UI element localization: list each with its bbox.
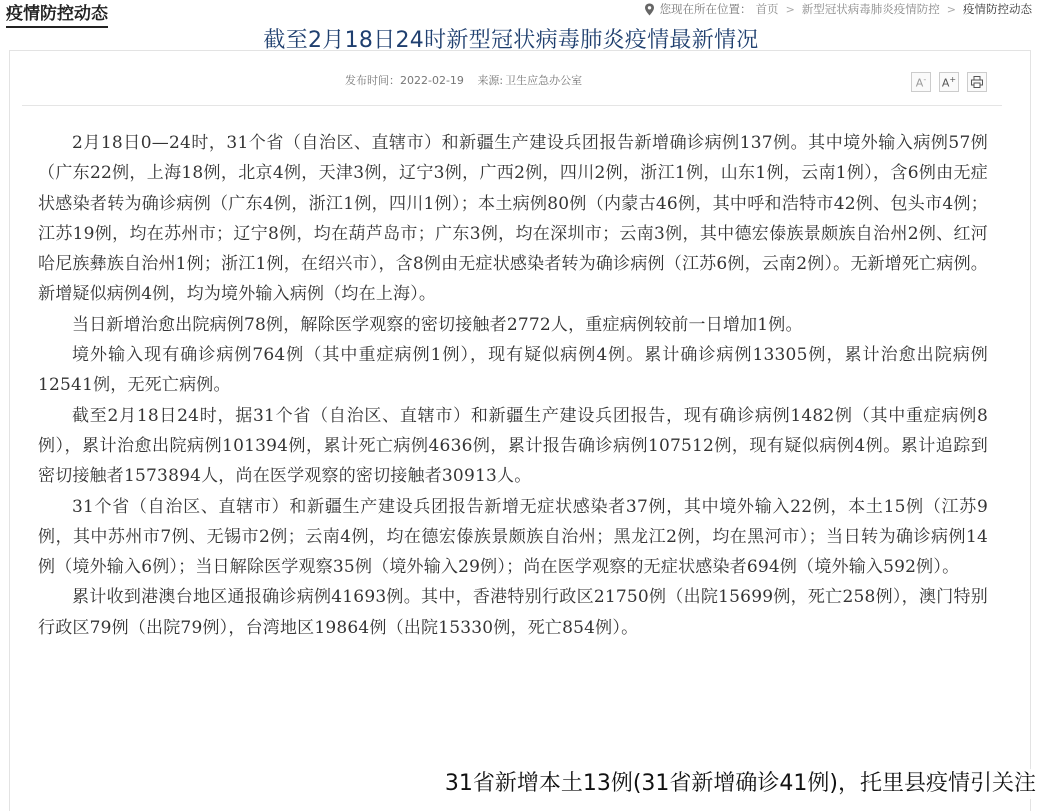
publish-time	[345, 74, 464, 87]
paragraph-5: 31个省（自治区、直辖市）和新疆生产建设兵团报告新增无症状感染者37例，其中境外输入22例，本土15例（江苏9例，其中苏州市7例、无锡市2例；云南4例，均在德宏傣族景颇族自治州；黑龙江2例，均在黑河市）；当日转为确诊病例14例（境外输入6例）；当日解除医学观察35例（境外输入29例）；尚在医学观察的无症状感染者694例（境外输入592例）。	[38, 496, 988, 578]
location-pin-icon	[644, 3, 655, 16]
paragraph-2: 当日新增治愈出院病例78例，解除医学观察的密切接触者2772人，重症病例较前一日增加1例。	[72, 314, 803, 335]
print-icon	[971, 76, 983, 88]
article-tools	[911, 72, 987, 92]
breadcrumb	[644, 0, 1032, 18]
overlay-caption: 31省新增本土13例(31省新增确诊41例)，托里县疫情引关注	[439, 769, 1038, 799]
font-larger-icon: A+	[941, 74, 957, 90]
font-smaller-button[interactable]	[911, 72, 931, 92]
paragraph-6: 累计收到港澳台地区通报确诊病例41693例。其中，香港特别行政区21750例（出院15699例，死亡258例），澳门特别行政区79例（出院79例），台湾地区19864例（出院15330例，死亡854例）。	[38, 587, 988, 638]
paragraph-4: 截至2月18日24时，据31个省（自治区、直辖市）和新疆生产建设兵团报告，现有确诊病例1482例（其中重症病例8例），累计治愈出院病例101394例，累计死亡病例4636例，累计报告确诊病例107512例，现有疑似病例4例。累计追踪到密切接触者1573894人，尚在医学观察的密切接触者30913人。	[38, 405, 988, 487]
breadcrumb-prevention-link[interactable]: 新型冠状病毒肺炎疫情防控	[801, 2, 940, 16]
article-body	[38, 128, 988, 643]
breadcrumb-current: 疫情防控动态	[963, 2, 1032, 16]
source-label: 来源:	[477, 74, 504, 87]
publish-date: 2022-02-19	[400, 74, 464, 87]
source	[477, 74, 582, 87]
paragraph-3: 境外输入现有确诊病例764例（其中重症病例1例），现有疑似病例4例。累计确诊病例13305例，累计治愈出院病例12541例，无死亡病例。	[38, 345, 988, 396]
print-button[interactable]	[967, 72, 987, 92]
publish-label: 发布时间：	[345, 74, 400, 87]
font-larger-button[interactable]	[939, 72, 959, 92]
breadcrumb-home-link[interactable]: 首页	[755, 2, 779, 16]
article-title: 截至2月18日24时新型冠状病毒肺炎疫情最新情况	[263, 28, 759, 53]
article-meta	[345, 72, 592, 88]
chevron-right-icon: >	[785, 2, 795, 16]
breadcrumb-prefix: 您现在所在位置：	[659, 2, 752, 16]
section-title: 疫情防控动态	[6, 3, 108, 28]
meta-divider	[22, 105, 1002, 106]
paragraph-1: 2月18日0—24时，31个省（自治区、直辖市）和新疆生产建设兵团报告新增确诊病例137例。其中境外输入病例57例（广东22例，上海18例，北京4例，天津3例，辽宁3例，广西2例，四川2例，浙江1例，山东1例，云南1例），含6例由无症状感染者转为确诊病例（广东4例，浙江1例，四川1例）；本土病例80例（内蒙古46例，其中呼和浩特市42例、包头市4例；江苏19例，均在苏州市；辽宁8例，均在葫芦岛市；广东3例，均在深圳市；云南3例，其中德宏傣族景颇族自治州2例、红河哈尼族彝族自治州1例；浙江1例，在绍兴市），含8例由无症状感染者转为确诊病例（江苏6例，云南2例）。无新增死亡病例。新增疑似病例4例，均为境外输入病例（均在上海）。	[38, 133, 988, 305]
font-smaller-icon: A-	[915, 74, 927, 90]
chevron-right-icon: >	[946, 2, 956, 16]
source-value: 卫生应急办公室	[505, 74, 583, 87]
